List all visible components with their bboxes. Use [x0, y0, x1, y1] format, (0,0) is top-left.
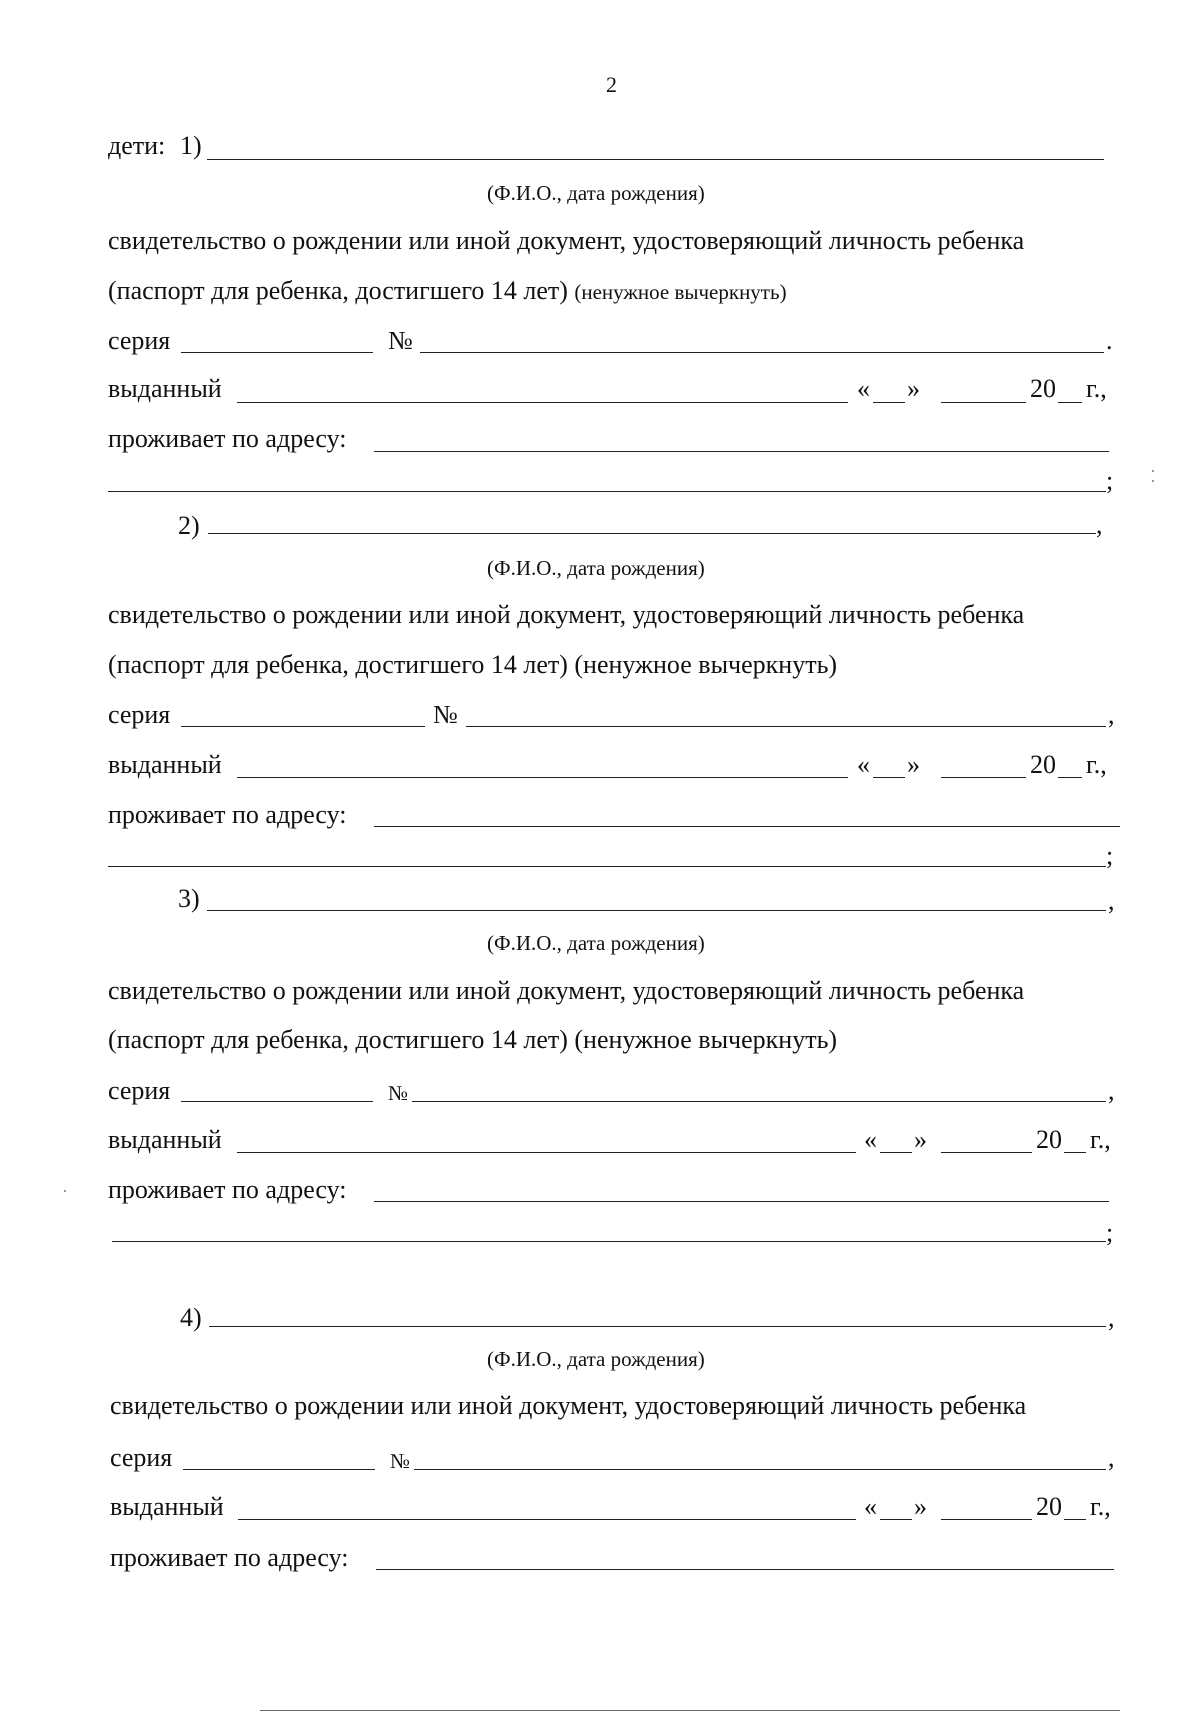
child-4-fio-line[interactable] — [209, 1326, 1106, 1327]
child-1-address-line-2[interactable] — [108, 491, 1106, 492]
child-1-certificate-text: свидетельство о рождении или иной документ, удостоверяющий личность ребенка — [108, 226, 1025, 255]
child-1-year-suffix: г., — [1086, 374, 1107, 403]
child-2-issued-label: выданный — [108, 750, 222, 779]
child-1-number-label: № — [388, 326, 413, 355]
child-4-fio-end: , — [1108, 1303, 1115, 1332]
child-4-series-line[interactable] — [183, 1469, 375, 1470]
child-2-date-quote-close: » — [907, 750, 920, 779]
scan-speck — [1152, 470, 1154, 472]
child-1-number-line[interactable] — [420, 352, 1104, 353]
child-4-issued-label: выданный — [110, 1492, 224, 1521]
child-4-year-line[interactable] — [1064, 1519, 1086, 1520]
child-3-address-label: проживает по адресу: — [108, 1175, 347, 1204]
child-1-index: 1) — [180, 131, 202, 160]
child-2-fio-end: , — [1096, 510, 1103, 539]
child-4-day-line[interactable] — [880, 1519, 912, 1520]
child-4-series-label: серия — [110, 1443, 173, 1472]
child-3-month-line[interactable] — [941, 1152, 1032, 1153]
child-2-number-label: № — [433, 700, 458, 729]
child-4-certificate-text: свидетельство о рождении или иной документ, удостоверяющий личность ребенка — [110, 1391, 1027, 1420]
child-1-number-end: . — [1106, 326, 1113, 355]
child-1-month-line[interactable] — [941, 402, 1026, 403]
child-3-year-prefix: 20 — [1036, 1125, 1062, 1154]
child-4-issued-line[interactable] — [238, 1519, 856, 1520]
child-3-index: 3) — [178, 884, 200, 913]
child-1-address-label: проживает по адресу: — [108, 424, 347, 453]
child-2-passport-text: (паспорт для ребенка, достигшего 14 лет) (ненужное вычеркнуть) — [108, 650, 838, 679]
child-2-issued-line[interactable] — [237, 777, 848, 778]
scan-speck — [1152, 480, 1154, 482]
child-2-address-line-2[interactable] — [108, 866, 1106, 867]
child-4-number-end: , — [1108, 1443, 1115, 1472]
child-2-series-label: серия — [108, 700, 171, 729]
child-1-date-quote-open: « — [857, 374, 870, 403]
child-3-passport-text: (паспорт для ребенка, достигшего 14 лет) (ненужное вычеркнуть) — [108, 1025, 838, 1054]
child-3-year-line[interactable] — [1064, 1152, 1086, 1153]
children-label: дети: — [108, 131, 166, 160]
child-2-index: 2) — [178, 511, 200, 540]
child-4-index: 4) — [180, 1303, 202, 1332]
child-1-year-line[interactable] — [1058, 402, 1082, 403]
child-3-date-quote-open: « — [864, 1125, 877, 1154]
child-1-address-line-1[interactable] — [374, 451, 1109, 452]
child-3-day-line[interactable] — [880, 1152, 912, 1153]
scan-speck — [64, 1190, 66, 1192]
child-4-fio-caption: (Ф.И.О., дата рождения) — [487, 1347, 705, 1371]
child-4-date-quote-close: » — [914, 1492, 927, 1521]
child-3-fio-caption: (Ф.И.О., дата рождения) — [487, 931, 705, 955]
child-4-year-suffix: г., — [1090, 1492, 1111, 1521]
child-2-address-end: ; — [1106, 841, 1114, 870]
child-3-year-suffix: г., — [1090, 1125, 1111, 1154]
child-1-day-line[interactable] — [873, 402, 905, 403]
child-1-date-quote-close: » — [907, 374, 920, 403]
child-2-number-line[interactable] — [466, 726, 1106, 727]
child-1-issued-line[interactable] — [237, 402, 848, 403]
child-4-number-label: № — [390, 1449, 411, 1473]
child-1-passport-text: (паспорт для ребенка, достигшего 14 лет) (ненужное вычеркнуть) — [108, 276, 787, 305]
child-2-year-line[interactable] — [1058, 777, 1082, 778]
child-1-series-line[interactable] — [181, 352, 373, 353]
child-2-address-line-1[interactable] — [374, 826, 1120, 827]
child-3-number-line[interactable] — [412, 1101, 1106, 1102]
child-2-year-suffix: г., — [1086, 750, 1107, 779]
child-2-year-prefix: 20 — [1030, 750, 1056, 779]
child-3-certificate-text: свидетельство о рождении или иной документ, удостоверяющий личность ребенка — [108, 976, 1025, 1005]
child-4-date-quote-open: « — [864, 1492, 877, 1521]
scan-edge-line — [260, 1710, 1120, 1711]
child-4-year-prefix: 20 — [1036, 1492, 1062, 1521]
child-1-address-end: ; — [1106, 466, 1114, 495]
child-1-fio-line[interactable] — [207, 159, 1104, 160]
child-2-certificate-text: свидетельство о рождении или иной документ, удостоверяющий личность ребенка — [108, 600, 1025, 629]
child-3-number-label: № — [388, 1081, 409, 1105]
child-3-fio-line[interactable] — [207, 910, 1106, 911]
child-4-number-line[interactable] — [414, 1469, 1106, 1470]
child-2-address-label: проживает по адресу: — [108, 800, 347, 829]
child-3-fio-end: , — [1108, 886, 1115, 915]
child-3-series-label: серия — [108, 1076, 171, 1105]
child-3-date-quote-close: » — [914, 1125, 927, 1154]
child-2-number-end: , — [1108, 700, 1115, 729]
child-1-fio-caption: (Ф.И.О., дата рождения) — [487, 181, 705, 205]
child-4-month-line[interactable] — [941, 1519, 1032, 1520]
child-2-fio-caption: (Ф.И.О., дата рождения) — [487, 556, 705, 580]
child-2-series-line[interactable] — [181, 726, 425, 727]
child-4-address-label: проживает по адресу: — [110, 1543, 349, 1572]
child-3-issued-label: выданный — [108, 1125, 222, 1154]
child-3-address-line-2[interactable] — [112, 1241, 1106, 1242]
child-2-fio-line[interactable] — [208, 533, 1096, 534]
child-1-issued-label: выданный — [108, 374, 222, 403]
child-2-date-quote-open: « — [857, 750, 870, 779]
child-1-year-prefix: 20 — [1030, 374, 1056, 403]
child-2-day-line[interactable] — [873, 777, 905, 778]
child-3-issued-line[interactable] — [237, 1152, 856, 1153]
child-3-series-line[interactable] — [181, 1101, 373, 1102]
child-4-address-line-1[interactable] — [376, 1569, 1114, 1570]
child-1-series-label: серия — [108, 326, 171, 355]
child-3-address-line-1[interactable] — [374, 1201, 1109, 1202]
child-3-number-end: , — [1108, 1076, 1115, 1105]
page-number: 2 — [606, 72, 617, 97]
child-2-month-line[interactable] — [941, 777, 1026, 778]
child-3-address-end: ; — [1106, 1218, 1114, 1247]
